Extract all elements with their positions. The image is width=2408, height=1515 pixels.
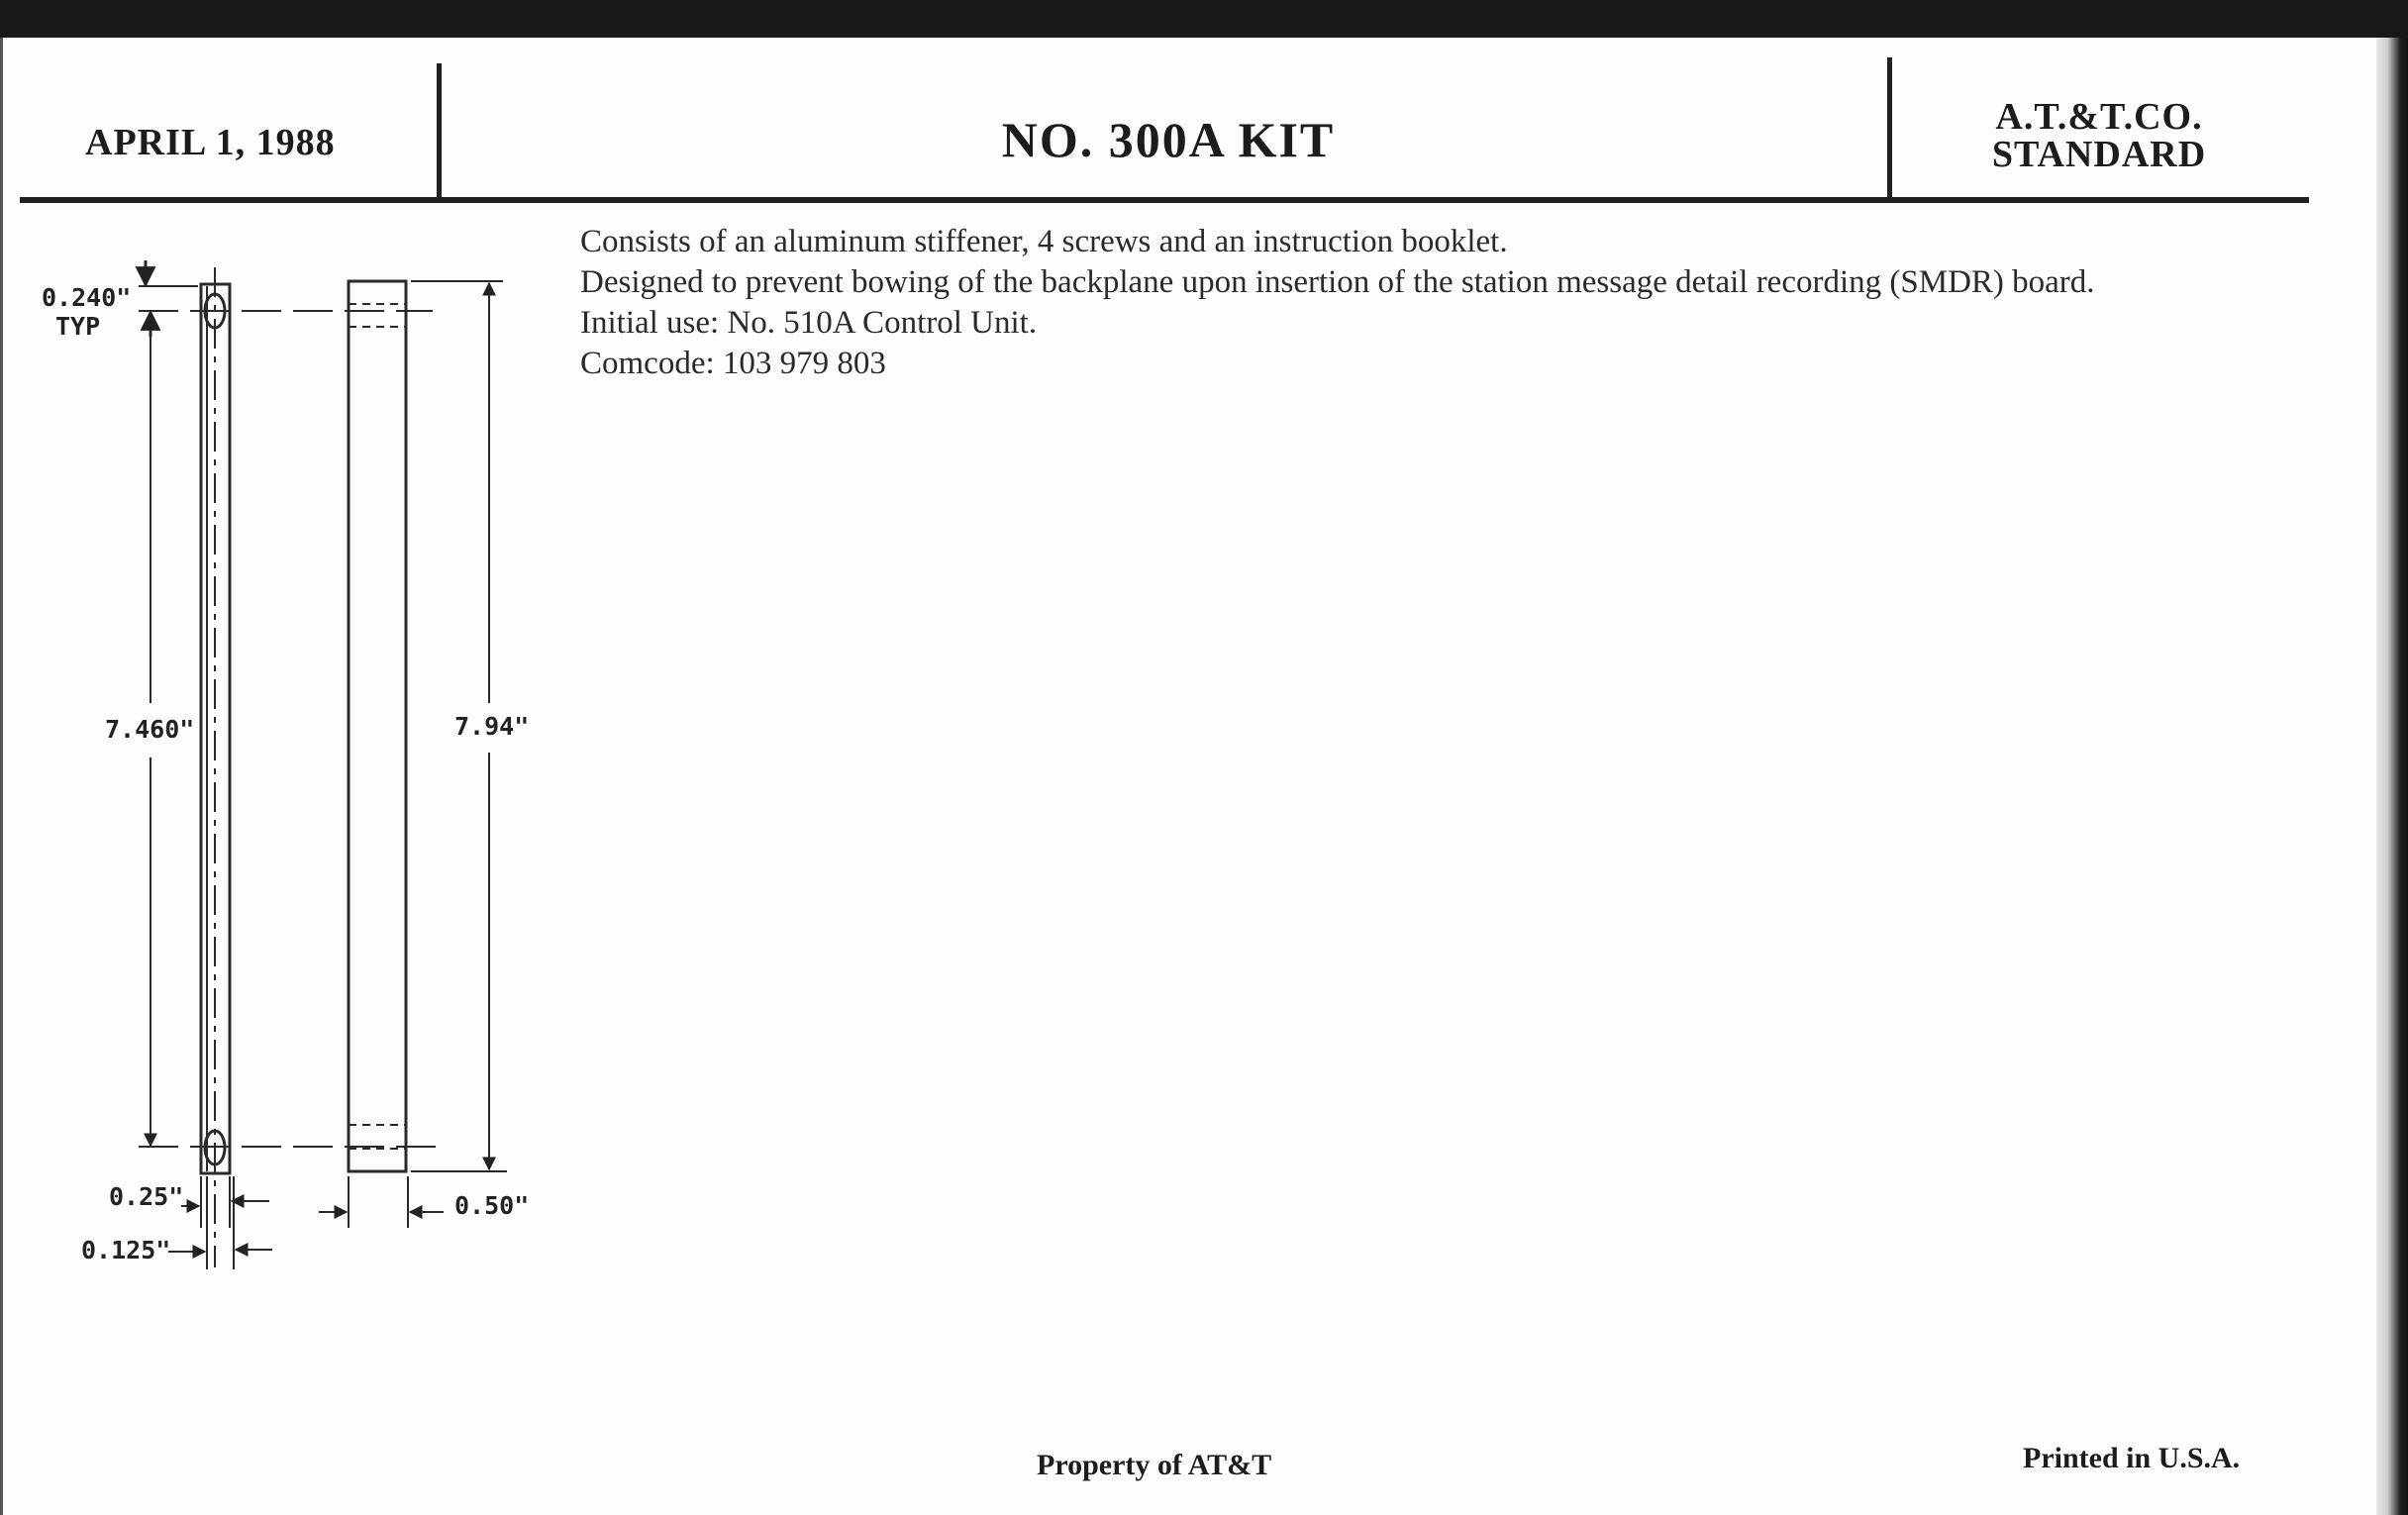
description	[580, 222, 2095, 384]
issue-date: APRIL 1, 1988	[85, 122, 336, 163]
standard-label	[1896, 98, 2302, 173]
dim-width: 0.50"	[454, 1191, 530, 1220]
dim-thickness: 0.25"	[109, 1182, 184, 1211]
printed-notice: Printed in U.S.A.	[2023, 1442, 2241, 1474]
stiffener-front-view	[349, 281, 406, 1171]
standard-line-2: STANDARD	[1991, 134, 2207, 175]
dim-hole-spacing: 7.460"	[105, 715, 195, 744]
description-line: Consists of an aluminum stiffener, 4 screws and an instruction booklet.	[580, 224, 1508, 259]
comcode-line: Comcode: 103 979 803	[580, 346, 886, 381]
dim-hole-offset-note: TYP	[55, 312, 101, 341]
dim-slot-width: 0.125"	[81, 1236, 171, 1264]
header-divider-right	[1887, 57, 1892, 202]
property-notice: Property of AT&T	[1037, 1449, 1272, 1481]
description-line: Designed to prevent bowing of the backplane upon insertion of the station message detail recording (SMDR) board.	[580, 264, 2095, 300]
dim-overall-length: 7.94"	[454, 712, 530, 741]
standard-line-1: A.T.&T.CO.	[1995, 96, 2203, 138]
card-edge-shadow	[2376, 38, 2408, 1515]
description-line: Initial use: No. 510A Control Unit.	[580, 305, 1038, 341]
stiffener-drawing	[0, 0, 594, 1327]
page-title: NO. 300A KIT	[1001, 112, 1336, 167]
dim-hole-offset: 0.240"	[42, 283, 132, 312]
